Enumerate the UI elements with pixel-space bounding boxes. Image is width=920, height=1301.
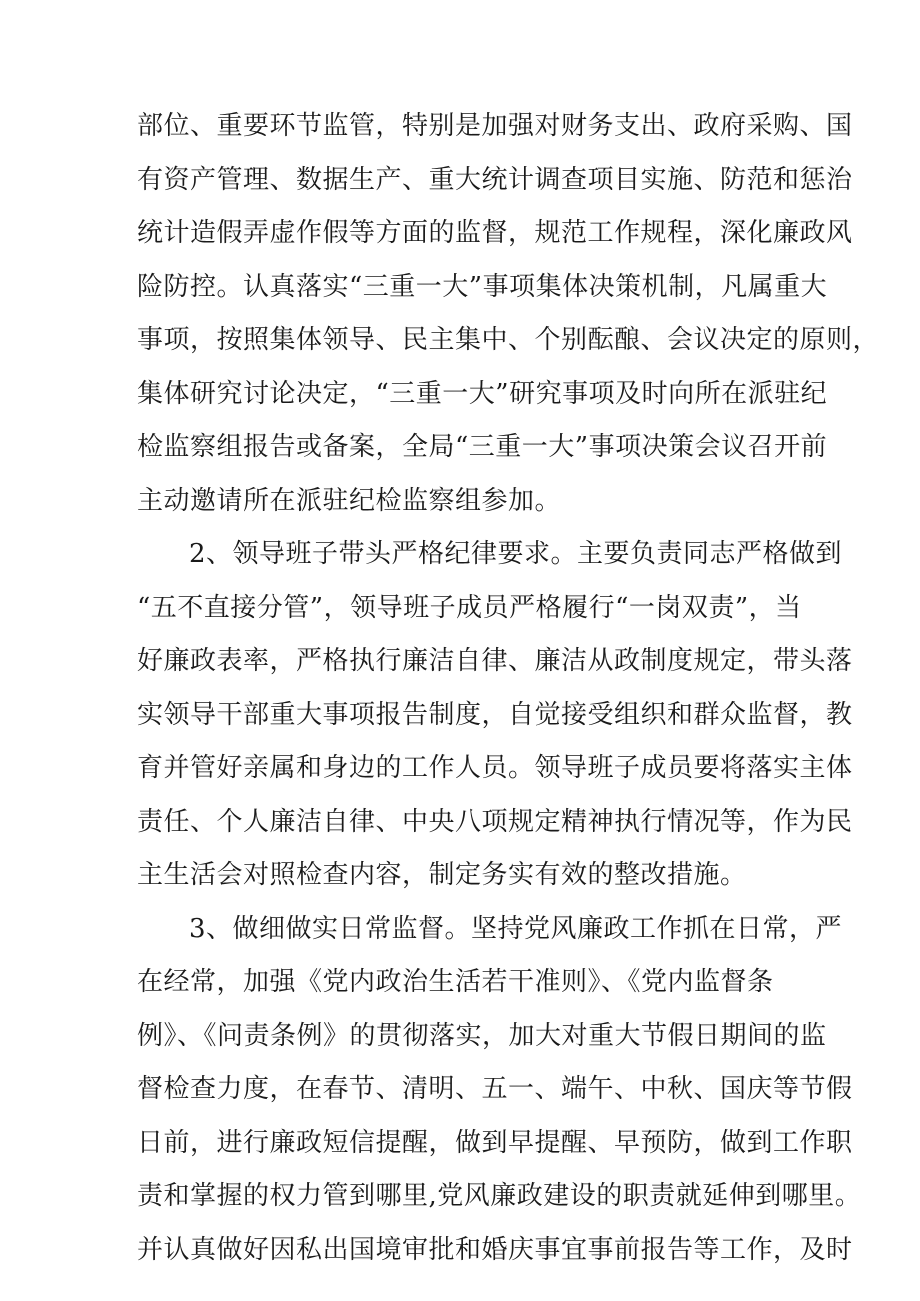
text-line: “五不直接分管”，领导班子成员严格履行“一岗双责”，当 <box>137 592 802 623</box>
text-line: 育并管好亲属和身边的工作人员。领导班子成员要将落实主体 <box>137 753 853 783</box>
document-body <box>137 100 880 1277</box>
text-line: 事项，按照集体领导、民主集中、个别酝酿、会议决定的原则， <box>137 325 880 355</box>
text-line: 在经常，加强《党内政治生活若干准则》、《党内监督条 <box>137 967 774 997</box>
text-line: 有资产管理、数据生产、重大统计调查项目实施、防范和惩治 <box>137 164 853 195</box>
text-line: 统计造假弄虚作假等方面的监督，规范工作规程，深化廉政风 <box>137 218 853 248</box>
text-line: 主动邀请所在派驻纪检监察组参加。 <box>137 485 562 516</box>
text-line: 责任、个人廉洁自律、中央八项规定精神执行情况等，作为民 <box>137 806 853 837</box>
text-line: 实领导干部重大事项报告制度，自觉接受组织和群众监督，教 <box>137 699 853 730</box>
text-line: 并认真做好因私出国境审批和婚庆事宜事前报告等工作，及时 <box>137 1234 853 1265</box>
text-line: 责和掌握的权力管到哪里,党风廉政建设的职责就延伸到哪里。 <box>137 1181 862 1211</box>
text-line: 险防控。认真落实“三重一大”事项集体决策机制，凡属重大 <box>137 271 828 302</box>
text-line: 主生活会对照检查内容，制定务实有效的整改措施。 <box>137 860 747 890</box>
text-line: 日前，进行廉政短信提醒，做到早提醒、早预防，做到工作职 <box>137 1127 853 1158</box>
text-line: 好廉政表率，严格执行廉洁自律、廉洁从政制度规定，带头落 <box>137 646 853 676</box>
text-line: 检监察组报告或备案，全局“三重一大”事项决策会议召开前 <box>137 432 828 462</box>
section-heading-line: 2、领导班子带头严格纪律要求。主要负责同志严格做到 <box>189 539 843 569</box>
text-line: 督检查力度，在春节、清明、五一、端午、中秋、国庆等节假 <box>137 1074 853 1104</box>
text-line: 集体研究讨论决定，“三重一大”研究事项及时向所在派驻纪 <box>137 378 828 409</box>
text-line: 例》、《问责条例》的贯彻落实，加大对重大节假日期间的监 <box>137 1020 827 1051</box>
text-line: 部位、重要环节监管，特别是加强对财务支出、政府采购、国 <box>137 111 853 141</box>
section-heading-line: 3、做细做实日常监督。坚持党风廉政工作抓在日常，严 <box>189 913 843 944</box>
